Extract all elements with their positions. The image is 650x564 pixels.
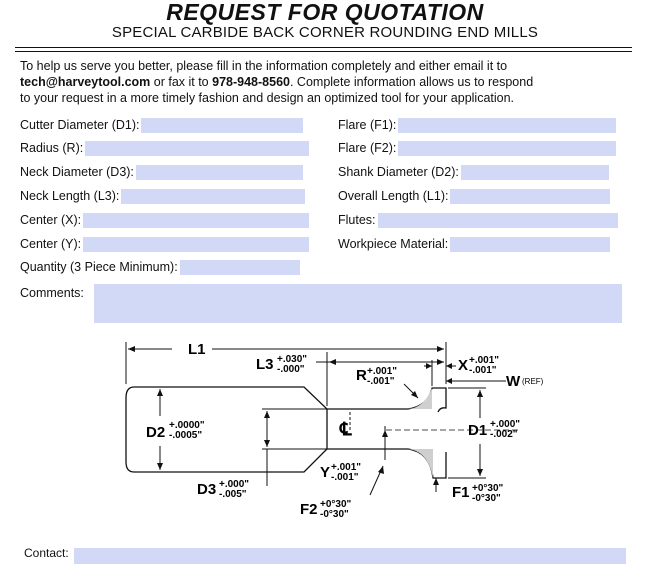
cutter-diameter-input[interactable] [141,118,303,133]
end-mill-drawing [0,330,650,530]
l3-label: L3 [256,356,274,373]
radius-input[interactable] [85,141,309,156]
l1-arrow-right [437,346,444,352]
f2-tol-plus: +0°30" [320,499,352,510]
field-flare-f2 [338,140,616,156]
d1-tol-minus: -.002" [490,429,518,440]
d3-arrow-bottom [264,440,270,447]
d2-tol-plus: +.0000" [169,420,205,431]
workpiece-material-label: Workpiece Material: [338,237,449,251]
flare-f2-label: Flare (F2): [338,141,397,155]
x-tol-minus: -.001" [469,365,497,376]
x-label: X [458,357,469,374]
d3-label: D3 [197,481,217,498]
x-arrow-right [446,363,452,369]
contact-label: Contact: [24,546,69,560]
field-center-y [20,236,309,252]
w-arrow [446,378,452,384]
center-x-input[interactable] [83,213,309,228]
flare-f2-input[interactable] [398,141,616,156]
center-y-input[interactable] [83,237,309,252]
center-y-label: Center (Y): [20,237,82,251]
y-label: Y [320,464,331,481]
header-rule-bottom [15,51,632,52]
field-center-x [20,212,309,228]
quantity-label: Quantity (3 Piece Minimum): [20,260,178,274]
flare-f1-label: Flare (F1): [338,118,397,132]
y-tol-plus: +.001" [331,462,362,473]
fax-number: 978-948-8560 [212,75,290,89]
l3-arrow-right [437,359,444,365]
intro-line-2 [20,74,630,90]
overall-length-label: Overall Length (L1): [338,189,449,203]
neck-length-input[interactable] [121,189,305,204]
shank-diameter-input[interactable] [461,165,609,180]
y-tol-minus: -.001" [331,472,359,483]
radius-shade-bottom [408,449,433,478]
center-x-label: Center (X): [20,213,82,227]
r-tol-plus: +.001" [367,366,398,377]
d3-tol-plus: +.000" [219,479,250,490]
quantity-input[interactable] [180,260,300,275]
centerline-symbol: ℄ [340,419,352,439]
d2-tol-minus: -.0005" [169,430,203,441]
field-neck-length [20,188,305,204]
r-label: R [356,367,367,384]
d3-tol-minus: -.005" [219,489,247,500]
d2-label: D2 [146,424,166,441]
flutes-label: Flutes: [338,213,376,227]
y-arrow-top [382,430,388,437]
d3-arrow-top [264,411,270,418]
contact-input[interactable] [74,548,626,564]
field-flutes [338,212,618,228]
f1-arrow [433,478,439,485]
d1-tol-plus: +.000" [490,419,521,430]
d2-arrow-bottom [157,463,163,470]
intro-line-3: to your request in a more timely fashion and design an optimized tool for your application. [20,91,515,105]
form-title: REQUEST FOR QUOTATION [166,0,484,25]
field-workpiece-material [338,236,610,252]
field-cutter-diameter [20,117,303,133]
d1-label: D1 [468,422,488,439]
workpiece-material-input[interactable] [450,237,610,252]
x-arrow-left [426,363,432,369]
neck-length-label: Neck Length (L3): [20,189,120,203]
field-overall-length [338,188,610,204]
flutes-input[interactable] [378,213,618,228]
comments-input[interactable] [94,284,622,323]
comments-label: Comments: [20,286,84,300]
f1-tol-minus: -0°30" [472,493,501,504]
f2-label: F2 [300,501,318,518]
r-tol-minus: -.001" [367,376,395,387]
x-tol-plus: +.001" [469,355,500,366]
l1-label: L1 [188,341,206,358]
l3-tol-minus: -.000" [277,364,305,375]
field-neck-diameter [20,164,303,180]
intro-line-1: To help us serve you better, please fill in the information completely and either email it to [20,59,508,73]
field-flare-f1 [338,117,616,133]
field-radius [20,140,309,156]
d1-arrow-bottom [477,469,483,476]
w-ref: (REF) [522,377,544,386]
intro-line-2-rest: . Complete information allows us to respond [289,75,534,89]
intro-or-fax: or fax it to [150,75,213,89]
email-address[interactable]: tech@harveytool.com [20,75,151,89]
field-shank-diameter [338,164,609,180]
l3-tol-plus: +.030" [277,354,308,365]
overall-length-input[interactable] [450,189,610,204]
neck-diameter-label: Neck Diameter (D3): [20,165,134,179]
f2-arrow [378,466,384,474]
l3-arrow-left [329,359,336,365]
intro-text [20,58,630,106]
d2-arrow-top [157,389,163,396]
w-label: W [506,373,521,390]
field-quantity [20,259,300,275]
cutter-diameter-label: Cutter Diameter (D1): [20,118,140,132]
form-subtitle: SPECIAL CARBIDE BACK CORNER ROUNDING END MILLS [111,24,539,41]
radius-label: Radius (R): [20,141,84,155]
f2-tol-minus: -0°30" [320,509,349,520]
f1-tol-plus: +0°30" [472,483,504,494]
neck-diameter-input[interactable] [136,165,303,180]
d1-arrow-top [477,390,483,397]
l1-arrow-left [128,346,135,352]
shank-diameter-label: Shank Diameter (D2): [338,165,459,179]
header-rule-top [15,47,632,48]
flare-f1-input[interactable] [398,118,616,133]
f1-label: F1 [452,484,470,501]
